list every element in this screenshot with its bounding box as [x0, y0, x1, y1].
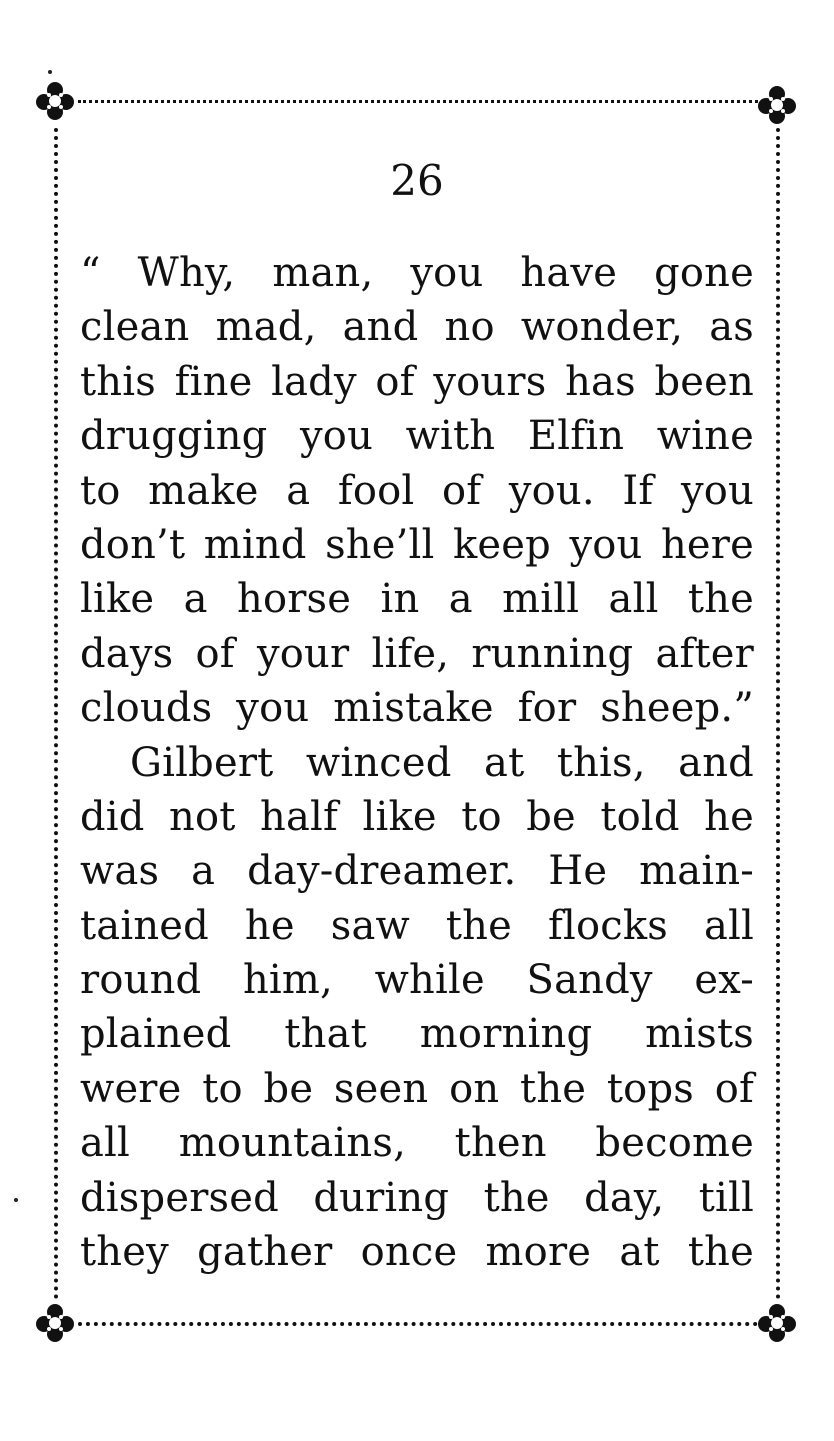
text-line: drugging you with Elfin wine: [80, 413, 754, 460]
print-speck: [14, 1198, 18, 1202]
text-line: like a horse in a mill all the: [80, 576, 754, 623]
print-speck: [48, 70, 52, 74]
text-line: don’t mind she’ll keep you here: [80, 521, 754, 568]
clover-ornament-icon: [32, 78, 78, 124]
text-line: days of your life, running after: [80, 630, 754, 677]
right-dotted-rule: [776, 128, 780, 1300]
top-dotted-rule: [78, 100, 758, 103]
text-line: “ Why, man, you have gone: [80, 250, 754, 296]
left-dotted-rule: [54, 128, 58, 1300]
text-line: all mountains, then become: [80, 1120, 754, 1167]
text-line: round him, while Sandy ex-: [80, 957, 754, 1004]
clover-ornament-icon: [754, 82, 800, 128]
text-line: plained that morning mists: [80, 1011, 754, 1058]
text-line: did not half like to be told he: [80, 793, 754, 840]
text-line: to make a fool of you. If you: [80, 467, 754, 514]
text-line: clouds you mistake for sheep.”: [80, 685, 754, 732]
page-number: 26: [390, 156, 444, 205]
body-text: [80, 246, 754, 1279]
text-line: this fine lady of yours has been: [80, 358, 754, 405]
bottom-dotted-rule: [78, 1322, 758, 1326]
text-line: was a day-dreamer. He main-: [80, 848, 754, 895]
text-line: they gather once more at the: [80, 1229, 754, 1276]
text-line-paragraph-start: Gilbert winced at this, and: [130, 739, 754, 786]
text-line: were to be seen on the tops of: [80, 1065, 754, 1112]
clover-ornament-icon: [32, 1300, 78, 1346]
text-line: clean mad, and no wonder, as: [80, 304, 754, 351]
text-line: tained he saw the flocks all: [80, 902, 754, 949]
text-line: dispersed during the day, till: [80, 1174, 754, 1221]
clover-ornament-icon: [754, 1300, 800, 1346]
